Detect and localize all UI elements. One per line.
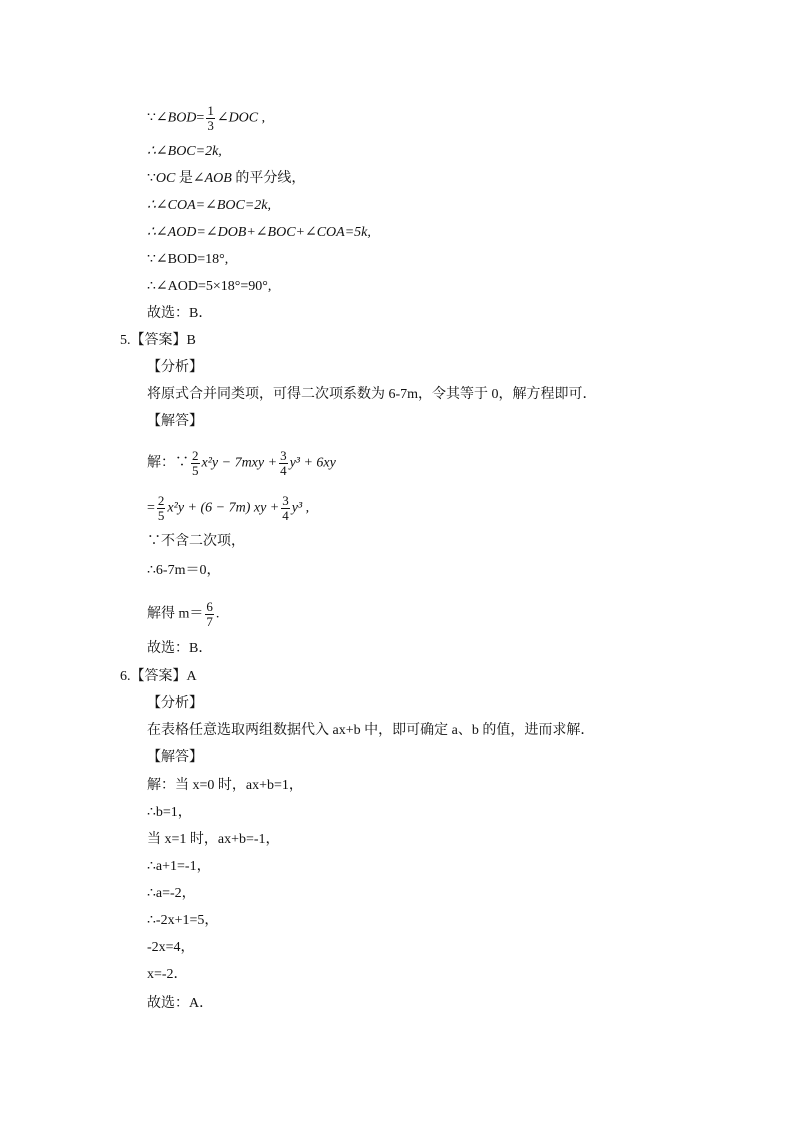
text: ∵ <box>147 171 156 186</box>
step-line <box>147 169 305 189</box>
text: = <box>196 110 205 126</box>
step-line: -2x=4， <box>147 940 195 955</box>
text: , <box>258 110 266 126</box>
text: y³ , <box>291 500 310 516</box>
angle-bod-relation <box>147 104 265 133</box>
step-line: ∴a=-2， <box>147 886 196 901</box>
text: AOB <box>204 171 232 186</box>
step-line: ∴b=1， <box>147 805 192 820</box>
step-line: x=-2． <box>147 967 188 982</box>
step-line: ∵不含二次项， <box>147 534 245 549</box>
step-line: ∴∠BOC=2k, <box>147 144 222 159</box>
q5-analysis-text: 将原式合并同类项，可得二次项系数为 6-7m，令其等于 0，解方程即可． <box>147 387 597 402</box>
fraction <box>205 600 214 629</box>
numerator: 2 <box>157 493 165 508</box>
denominator: 5 <box>157 508 165 523</box>
step-line: 当 x=1 时，ax+b=-1， <box>147 832 280 847</box>
text: 解：∵ <box>147 455 189 471</box>
fraction <box>206 104 215 133</box>
q5-expression-line <box>147 449 336 478</box>
fraction <box>157 494 166 523</box>
text: ∵∠ <box>147 110 168 126</box>
conclusion-line: 故选：B． <box>147 306 213 321</box>
text: 的平分线， <box>231 171 306 186</box>
fraction <box>279 449 288 478</box>
denominator: 5 <box>192 463 199 478</box>
text: y³ + 6xy <box>289 455 336 471</box>
step-line: 解：当 x=0 时，ax+b=1， <box>147 778 303 793</box>
text: x²y − 7mxy + <box>201 455 278 471</box>
q6-answer-heading: 6.【答案】A <box>120 669 197 684</box>
text: x²y + (6 − 7m) xy + <box>167 500 280 516</box>
conclusion-line: 故选：B． <box>147 641 213 656</box>
numerator: 1 <box>207 103 214 118</box>
numerator: 3 <box>280 448 287 463</box>
step-line: ∴a+1=-1， <box>147 859 211 874</box>
q6-analysis-text: 在表格任意选取两组数据代入 ax+b 中，即可确定 a、b 的值，进而求解． <box>147 723 595 738</box>
numerator: 2 <box>192 448 199 463</box>
denominator: 7 <box>206 614 213 629</box>
q5-result-line <box>147 600 219 629</box>
q5-solution-title: 【解答】 <box>147 414 203 429</box>
denominator: 4 <box>280 463 287 478</box>
q6-solution-title: 【解答】 <box>147 750 203 765</box>
q5-expression-line <box>147 494 309 523</box>
text: ∠ <box>216 110 229 126</box>
fraction <box>281 494 290 523</box>
text: 解得 m＝ <box>147 606 204 622</box>
text: BOD <box>167 110 197 126</box>
q5-answer-heading: 5.【答案】B <box>120 333 196 348</box>
text: = <box>147 500 155 516</box>
conclusion-line: 故选：A． <box>147 996 214 1011</box>
q5-analysis-title: 【分析】 <box>147 360 203 375</box>
q6-analysis-title: 【分析】 <box>147 696 203 711</box>
denominator: 4 <box>282 508 289 523</box>
fraction <box>191 449 200 478</box>
step-line: ∴∠COA=∠BOC=2k, <box>147 198 271 213</box>
numerator: 6 <box>206 599 213 614</box>
step-line: ∴∠AOD=5×18°=90°, <box>147 279 272 294</box>
text: OC <box>155 171 176 186</box>
step-line: ∴∠AOD=∠DOB+∠BOC+∠COA=5k, <box>147 225 371 240</box>
numerator: 3 <box>282 493 289 508</box>
text: . <box>215 606 220 622</box>
step-line: ∵∠BOD=18°, <box>147 252 229 267</box>
step-line: ∴6-7m＝0， <box>147 563 221 578</box>
step-line: ∴-2x+1=5， <box>147 913 219 928</box>
denominator: 3 <box>207 118 214 133</box>
text: 是∠ <box>175 171 205 186</box>
text: DOC <box>228 110 259 126</box>
